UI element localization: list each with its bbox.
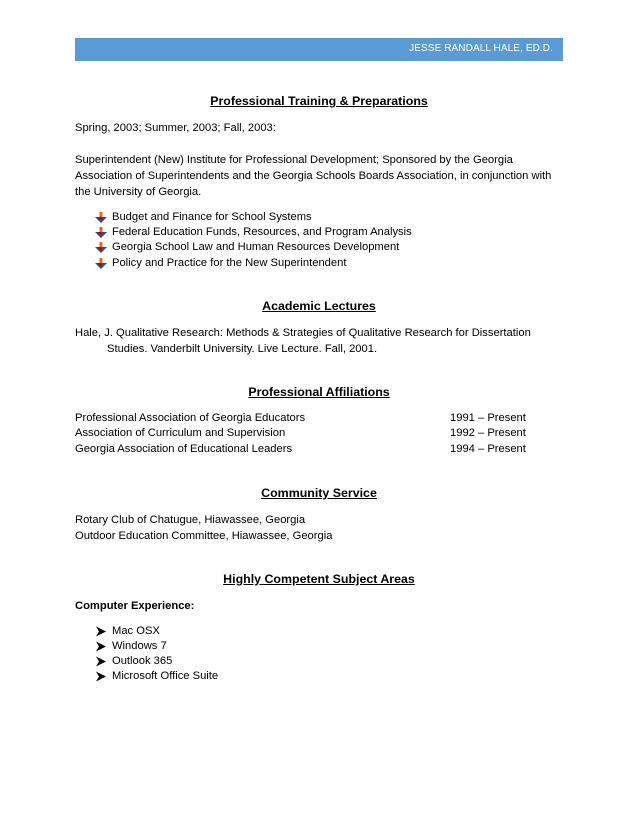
list-item-text: Federal Education Funds, Resources, and Program Analysis — [112, 226, 412, 239]
arrow-down-bullet-icon — [95, 242, 107, 253]
header-band — [75, 38, 563, 61]
list-item — [95, 225, 563, 240]
list-item — [95, 256, 563, 271]
list-item — [95, 654, 563, 669]
arrow-down-bullet-icon — [95, 227, 107, 238]
arrowhead-bullet-icon — [95, 671, 107, 682]
computer-experience-label: Computer Experience: — [75, 599, 195, 612]
list-item-text: Budget and Finance for School Systems — [112, 211, 312, 223]
list-item-text: Mac OSX — [112, 624, 160, 637]
affiliation-row — [75, 426, 563, 442]
list-item-text: Policy and Practice for the New Superintendent — [112, 256, 347, 269]
affiliation-name: Professional Association of Georgia Educators — [75, 411, 306, 424]
affiliation-dates: 1992 – Present — [450, 427, 526, 440]
arrow-down-bullet-icon — [95, 258, 107, 269]
training-description: Superintendent (New) Institute for Professional Development; Sponsored by the Georgia Association of Superintendents and the Georgia Schools Boards Association, in conjunction with the University of Georgia. — [75, 154, 552, 198]
arrowhead-bullet-icon — [95, 641, 107, 652]
computer-list — [75, 624, 563, 685]
affiliation-name: Association of Curriculum and Supervision — [75, 427, 286, 440]
list-item — [95, 624, 563, 639]
resume-body — [75, 92, 563, 684]
community-item: Outdoor Education Committee, Hiawassee, Georgia — [75, 529, 333, 542]
section-title-training: Professional Training & Preparations — [210, 94, 428, 108]
section-title-subjects: Highly Competent Subject Areas — [223, 571, 415, 586]
list-item — [95, 639, 563, 654]
arrowhead-bullet-icon — [95, 656, 107, 667]
header-name: JESSE RANDALL HALE, ED.D. — [409, 43, 553, 54]
arrow-down-bullet-icon — [95, 212, 107, 223]
section-title-affiliations: Professional Affiliations — [248, 384, 390, 399]
section-title-community: Community Service — [261, 485, 377, 500]
list-item-text: Windows 7 — [112, 639, 167, 652]
affiliation-row — [75, 411, 563, 427]
training-list — [75, 210, 563, 271]
list-item-text: Outlook 365 — [112, 655, 173, 667]
community-item: Rotary Club of Chatugue, Hiawassee, Georgia — [75, 513, 306, 526]
affiliation-dates: 1994 – Present — [450, 443, 526, 455]
training-dates: Spring, 2003; Summer, 2003; Fall, 2003: — [75, 122, 276, 134]
list-item-text: Microsoft Office Suite — [112, 670, 219, 683]
section-title-lectures: Academic Lectures — [262, 298, 376, 313]
affiliations-list — [75, 411, 563, 458]
lecture-entry: Hale, J. Qualitative Research: Methods & Strategies of Qualitative Research for Dissertation Studies. Vanderbilt University. Live Lecture. Fall, 2001. — [75, 326, 531, 355]
list-item — [95, 669, 563, 684]
affiliation-name: Georgia Association of Educational Leaders — [75, 443, 293, 455]
list-item — [95, 240, 563, 255]
list-item — [95, 210, 563, 225]
arrowhead-bullet-icon — [95, 626, 107, 637]
affiliation-row — [75, 442, 563, 458]
affiliation-dates: 1991 – Present — [450, 411, 526, 424]
list-item-text: Georgia School Law and Human Resources Development — [112, 241, 400, 254]
